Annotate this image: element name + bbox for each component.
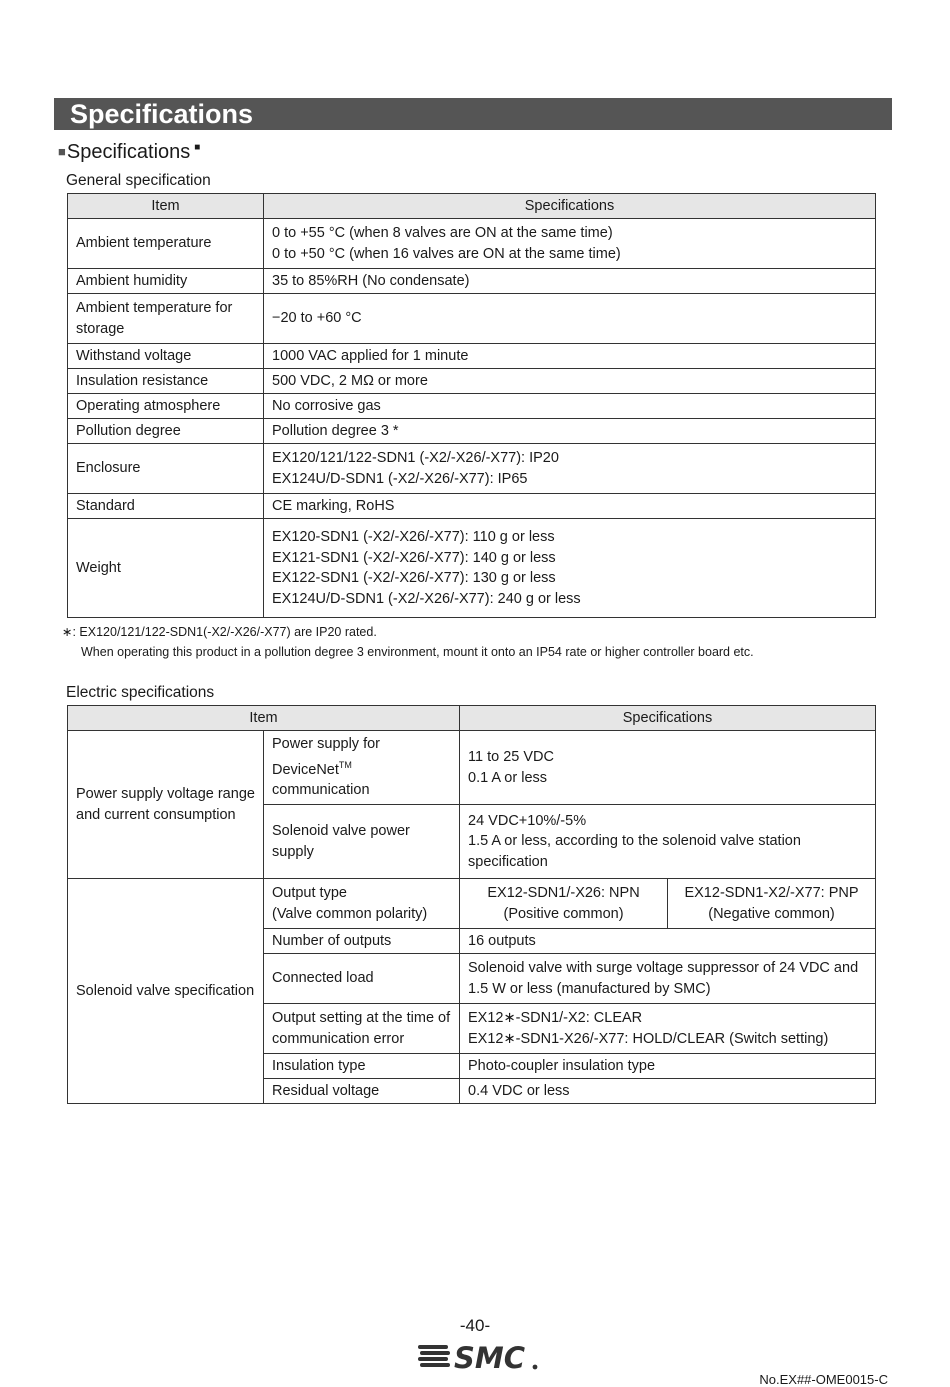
spec-cell: Pollution degree 3 *	[264, 419, 876, 444]
spec-cell: 500 VDC, 2 MΩ or more	[264, 369, 876, 394]
general-spec-table	[67, 193, 876, 618]
output-type-pnp: EX12-SDN1-X2/-X77: PNP (Negative common)	[668, 879, 876, 929]
table-row	[68, 879, 876, 929]
residual-value: 0.4 VDC or less	[460, 1079, 876, 1104]
insulation-value: Photo-coupler insulation type	[460, 1054, 876, 1079]
comm-error-label: Output setting at the time of communication error	[264, 1004, 460, 1054]
header-spec: Specifications	[460, 706, 876, 731]
section-title: Specifications	[54, 98, 892, 130]
table-header-row	[68, 706, 876, 731]
spec-cell: −20 to +60 °C	[264, 294, 876, 344]
item-cell: Withstand voltage	[68, 344, 264, 369]
general-spec-title: General specification	[66, 172, 211, 189]
item-cell: Insulation resistance	[68, 369, 264, 394]
load-label: Connected load	[264, 954, 460, 1004]
power-comm-label: Power supply for DeviceNet™ communication	[264, 731, 460, 805]
output-type-label: Output type (Valve common polarity)	[264, 879, 460, 929]
spec-cell: EX120-SDN1 (-X2/-X26/-X77): 110 g or less EX121-SDN1 (-X2/-X26/-X77): 140 g or less EX122-SDN1 (-X2/-X26/-X77): 130 g or less EX124U/D-SDN1 (-X2/-X26/-X77): 240 g or less	[264, 519, 876, 618]
output-type-npn: EX12-SDN1/-X26: NPN (Positive common)	[460, 879, 668, 929]
dot-mark-icon: ■	[194, 142, 201, 153]
electric-spec-title: Electric specifications	[66, 684, 215, 701]
square-bullet-icon: ■	[58, 144, 66, 159]
table-row	[68, 419, 876, 444]
item-cell: Ambient temperature	[68, 219, 264, 269]
header-spec: Specifications	[264, 194, 876, 219]
subsection-title-text: Specifications	[66, 141, 191, 163]
footnote: ∗: EX120/121/122-SDN1(-X2/-X26/-X77) are IP20 rated.	[62, 625, 377, 639]
table-row	[68, 219, 876, 269]
table-row	[68, 394, 876, 419]
smc-logo	[418, 1338, 540, 1379]
item-cell: Weight	[68, 519, 264, 618]
table-row	[68, 369, 876, 394]
table-row	[68, 344, 876, 369]
comm-error-value: EX12∗-SDN1/-X2: CLEAR EX12∗-SDN1-X26/-X77: HOLD/CLEAR (Switch setting)	[460, 1004, 876, 1054]
spec-cell: 35 to 85%RH (No condensate)	[264, 269, 876, 294]
page-number: -40-	[459, 1316, 491, 1335]
table-header-row	[68, 194, 876, 219]
power-group-cell: Power supply voltage range and current consumption	[68, 731, 264, 879]
spec-cell: No corrosive gas	[264, 394, 876, 419]
header-item: Item	[68, 706, 460, 731]
table-row	[68, 444, 876, 494]
item-cell: Operating atmosphere	[68, 394, 264, 419]
item-cell: Ambient humidity	[68, 269, 264, 294]
spec-cell: CE marking, RoHS	[264, 494, 876, 519]
item-cell: Pollution degree	[68, 419, 264, 444]
electric-spec-table	[67, 705, 876, 1104]
spec-cell: EX120/121/122-SDN1 (-X2/-X26/-X77): IP20 EX124U/D-SDN1 (-X2/-X26/-X77): IP65	[264, 444, 876, 494]
table-row	[68, 294, 876, 344]
power-comm-spec: 11 to 25 VDC 0.1 A or less	[460, 731, 876, 805]
num-outputs-label: Number of outputs	[264, 929, 460, 954]
header-item: Item	[68, 194, 264, 219]
table-row	[68, 731, 876, 805]
footnote-detail: When operating this product in a pollution degree 3 environment, mount it onto an IP54 rate or higher controller board etc.	[81, 645, 754, 659]
power-sol-spec: 24 VDC+10%/-5% 1.5 A or less, according to the solenoid valve station specification	[460, 805, 876, 879]
residual-label: Residual voltage	[264, 1079, 460, 1104]
load-value: Solenoid valve with surge voltage suppressor of 24 VDC and 1.5 W or less (manufactured by SMC)	[460, 954, 876, 1004]
svg-text:SMC: SMC	[454, 1341, 526, 1374]
table-row	[68, 519, 876, 618]
insulation-label: Insulation type	[264, 1054, 460, 1079]
valve-group-cell: Solenoid valve specification	[68, 879, 264, 1104]
item-cell: Standard	[68, 494, 264, 519]
item-cell: Enclosure	[68, 444, 264, 494]
table-row	[68, 494, 876, 519]
table-row	[68, 269, 876, 294]
num-outputs-value: 16 outputs	[460, 929, 876, 954]
document-number: No.EX##-OME0015-C	[759, 1372, 888, 1387]
spec-cell: 1000 VAC applied for 1 minute	[264, 344, 876, 369]
subsection-title	[58, 141, 200, 164]
power-sol-label: Solenoid valve power supply	[264, 805, 460, 879]
item-cell: Ambient temperature for storage	[68, 294, 264, 344]
spec-cell: 0 to +55 °C (when 8 valves are ON at the same time) 0 to +50 °C (when 16 valves are ON at the same time)	[264, 219, 876, 269]
